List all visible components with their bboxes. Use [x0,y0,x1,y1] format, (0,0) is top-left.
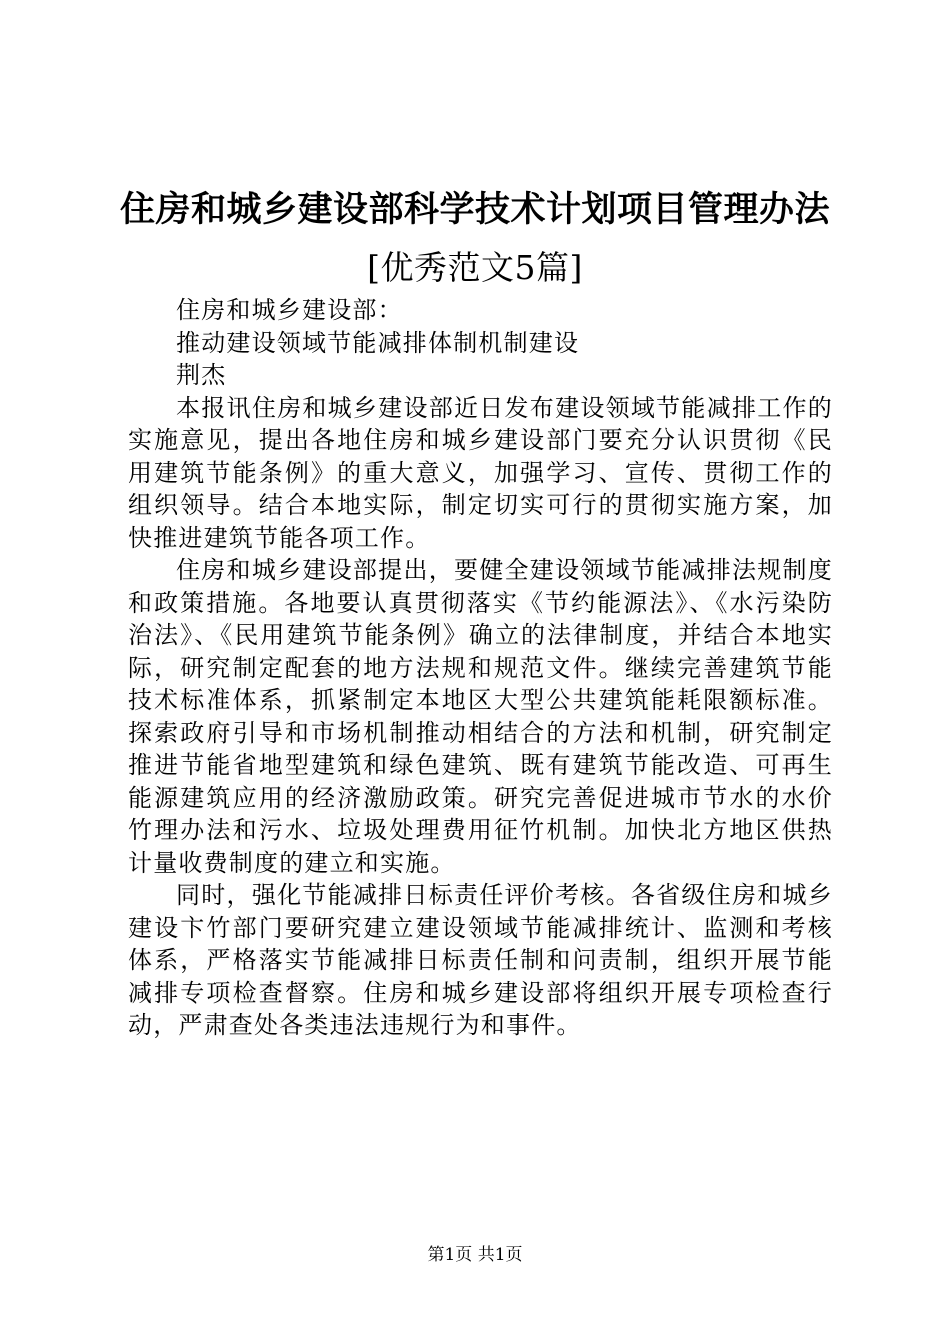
article-heading: 推动建设领域节能减排体制机制建设 [176,328,580,357]
document-title: 住房和城乡建设部科学技术计划项目管理办法 [119,189,830,230]
addressee-line: 住房和城乡建设部： [176,296,403,324]
body-paragraph: 同时，强化节能减排日标责任评价考核。各省级住房和城乡建设卞竹部门要研究建立建设领域节能减排统计、监测和考核体系，严格落实节能减排日标责任制和问责制，组织开展节能减排专项检查督察。住房和城乡建设部将组织开展专项检查行动，严肃查处各类违法违规行为和事件。 [128,881,833,1039]
body-paragraph: 本报讯住房和城乡建设部近日发布建设领域节能减排工作的实施意见，提出各地住房和城乡建设部门要充分认识贯彻《民用建筑节能条例》的重大意义，加强学习、宣传、贯彻工作的组织领导。结合本地实际，制定切实可行的贯彻实施方案，加快推进建筑节能各项工作。 [128,393,833,552]
document-body [128,294,833,1042]
author-line: 荆杰 [176,361,227,389]
body-paragraph: 住房和城乡建设部提出，要健全建设领域节能减排法规制度和政策措施。各地要认真贯彻落实《节约能源法》、《水污染防治法》、《民用建筑节能条例》确立的法律制度，并结合本地实际，研究制定配套的地方法规和规范文件。继续完善建筑节能技术标准体系，抓紧制定本地区大型公共建筑能耗限额标准。探索政府引导和市场机制推动相结合的方法和机制，研究制定推进节能省地型建筑和绿色建筑、既有建筑节能改造、可再生能源建筑应用的经济激励政策。研究完善促进城市节水的水价竹理办法和污水、垃圾处理费用征竹机制。加快北方地区供热计量收费制度的建立和实施。 [128,556,833,877]
document-subtitle: [优秀范文5篇] [367,248,583,287]
page-number-footer: 第1页 共1页 [427,1245,523,1265]
